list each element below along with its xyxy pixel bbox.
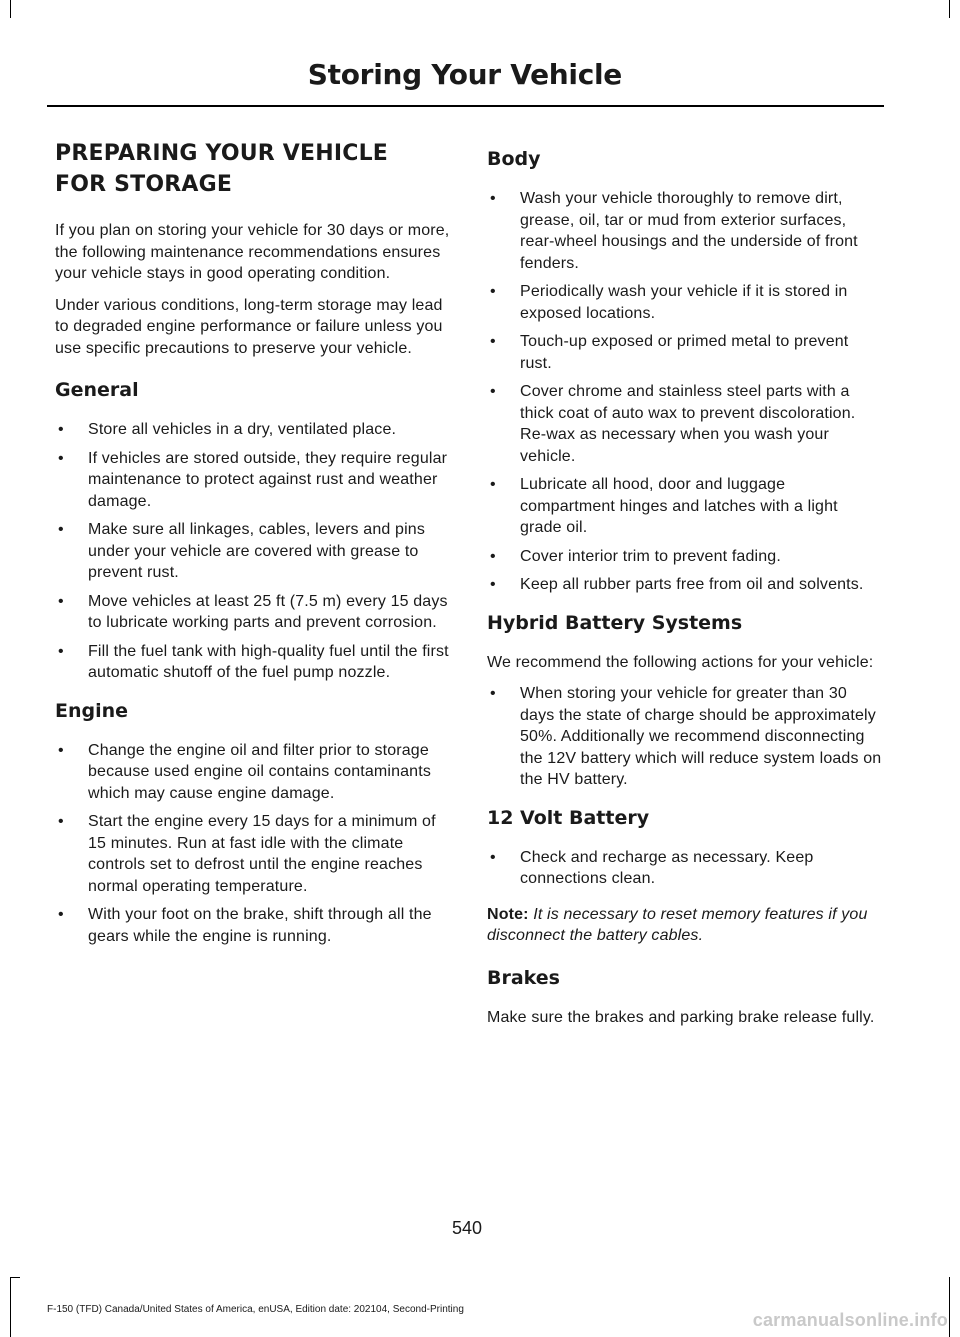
list-item — [487, 381, 882, 467]
bullet: • — [58, 741, 64, 759]
list-item — [487, 188, 882, 274]
list-item — [487, 847, 882, 890]
brakes-heading: Brakes — [487, 966, 560, 989]
bullet: • — [490, 685, 496, 702]
intro-paragraph-1: If you plan on storing your vehicle for 30 days or more, the following maintenance recommendations ensures your vehicle stays in good operating condition. — [55, 222, 450, 282]
bullet: • — [58, 449, 64, 467]
hybrid-heading: Hybrid Battery Systems — [487, 611, 743, 634]
list-item-text: If vehicles are stored outside, they require regular maintenance to protect against rust and weather damage. — [88, 449, 448, 510]
list-item — [487, 474, 882, 539]
list-item — [55, 419, 450, 441]
list-item — [55, 904, 450, 947]
crop-mark-top-left — [10, 0, 11, 18]
list-item — [487, 281, 882, 324]
main-heading-line1: PREPARING YOUR VEHICLE — [55, 141, 389, 166]
watermark: carmanualsonline.info — [752, 1310, 948, 1330]
body-heading: Body — [487, 148, 541, 170]
list-item-text: Change the engine oil and filter prior to storage because used engine oil contains contaminants which may cause engine damage. — [88, 741, 431, 802]
general-list — [55, 419, 450, 684]
list-item-text: Keep all rubber parts free from oil and solvents. — [520, 576, 864, 593]
bullet: • — [490, 383, 496, 400]
crop-mark-bottom-left — [10, 1277, 11, 1337]
list-item-text: With your foot on the brake, shift through all the gears while the engine is running. — [88, 906, 432, 945]
general-heading: General — [55, 379, 139, 401]
bullet: • — [58, 813, 64, 830]
hybrid-list — [487, 683, 882, 791]
bullet: • — [490, 333, 496, 350]
list-item-text: Lubricate all hood, door and luggage compartment hinges and latches with a light grade oil. — [520, 476, 838, 536]
battery-note — [487, 904, 882, 947]
list-item-text: When storing your vehicle for greater than 30 days the state of charge should be approximately 50%. Additionally we recommend disconnecting the 12V battery which will reduce system loads on the HV battery. — [520, 685, 882, 788]
bullet: • — [490, 283, 496, 300]
list-item-text: Store all vehicles in a dry, ventilated place. — [88, 421, 397, 438]
footer-edition-info: F-150 (TFD) Canada/United States of America, enUSA, Edition date: 202104, Second-Printing — [47, 1304, 464, 1315]
main-heading — [55, 138, 450, 200]
list-item-text: Cover interior trim to prevent fading. — [520, 547, 781, 565]
engine-heading: Engine — [55, 699, 129, 722]
list-item — [55, 519, 450, 584]
right-column — [487, 138, 882, 1038]
list-item — [55, 641, 450, 684]
battery-heading: 12 Volt Battery — [487, 806, 650, 829]
bullet: • — [490, 190, 496, 207]
page-number: 540 — [451, 1218, 483, 1238]
list-item-text: Fill the fuel tank with high-quality fuel until the first automatic shutoff of the fuel pump nozzle. — [88, 642, 449, 681]
list-item-text: Check and recharge as necessary. Keep connections clean. — [520, 848, 814, 887]
header-divider — [47, 105, 884, 107]
list-item-text: Start the engine every 15 days for a minimum of 15 minutes. Run at fast idle with the climate controls set to defrost until the engine reaches normal operating temperature. — [88, 813, 436, 895]
list-item — [487, 683, 882, 791]
bullet: • — [58, 642, 64, 660]
crop-mark-top-right — [949, 0, 950, 18]
bullet: • — [490, 576, 496, 593]
list-item — [55, 591, 450, 634]
note-label: Note: — [487, 905, 529, 923]
list-item — [487, 331, 882, 374]
list-item — [55, 448, 450, 513]
bullet: • — [58, 521, 64, 538]
note-text: It is necessary to reset memory features if you disconnect the battery cables. — [487, 905, 868, 944]
list-item-text: Make sure all linkages, cables, levers and pins under your vehicle are covered with grease to prevent rust. — [88, 521, 425, 581]
crop-mark-bottom-right — [949, 1277, 950, 1337]
bullet: • — [490, 848, 496, 866]
bullet: • — [58, 906, 64, 923]
list-item-text: Move vehicles at least 25 ft (7.5 m) every 15 days to lubricate working parts and prevent corrosion. — [88, 592, 448, 631]
brakes-text: Make sure the brakes and parking brake release fully. — [487, 1008, 875, 1026]
crop-mark-bottom-left-h — [10, 1277, 20, 1278]
list-item-text: Touch-up exposed or primed metal to prevent rust. — [520, 333, 849, 372]
page-header-title: Storing Your Vehicle — [307, 58, 622, 91]
bullet: • — [490, 547, 496, 565]
list-item — [487, 546, 882, 568]
list-item — [55, 740, 450, 805]
battery-list — [487, 847, 882, 890]
left-column — [55, 138, 450, 961]
list-item-text: Wash your vehicle thoroughly to remove dirt, grease, oil, tar or mud from exterior surfaces, rear-wheel housings and the underside of front fenders. — [520, 190, 858, 272]
list-item-text: Periodically wash your vehicle if it is stored in exposed locations. — [520, 283, 848, 322]
intro-paragraph-2: Under various conditions, long-term storage may lead to degraded engine performance or failure unless you use specific precautions to preserve your vehicle. — [55, 296, 443, 357]
hybrid-intro: We recommend the following actions for your vehicle: — [487, 653, 874, 671]
list-item — [55, 811, 450, 897]
bullet: • — [490, 476, 496, 493]
list-item-text: Cover chrome and stainless steel parts with a thick coat of auto wax to prevent discoloration. Re-wax as necessary when you wash your vehicle. — [520, 383, 856, 465]
bullet: • — [58, 592, 64, 610]
engine-list — [55, 740, 450, 948]
main-heading-line2: FOR STORAGE — [55, 172, 233, 197]
bullet: • — [58, 421, 64, 438]
body-list — [487, 188, 882, 596]
list-item — [487, 574, 882, 596]
